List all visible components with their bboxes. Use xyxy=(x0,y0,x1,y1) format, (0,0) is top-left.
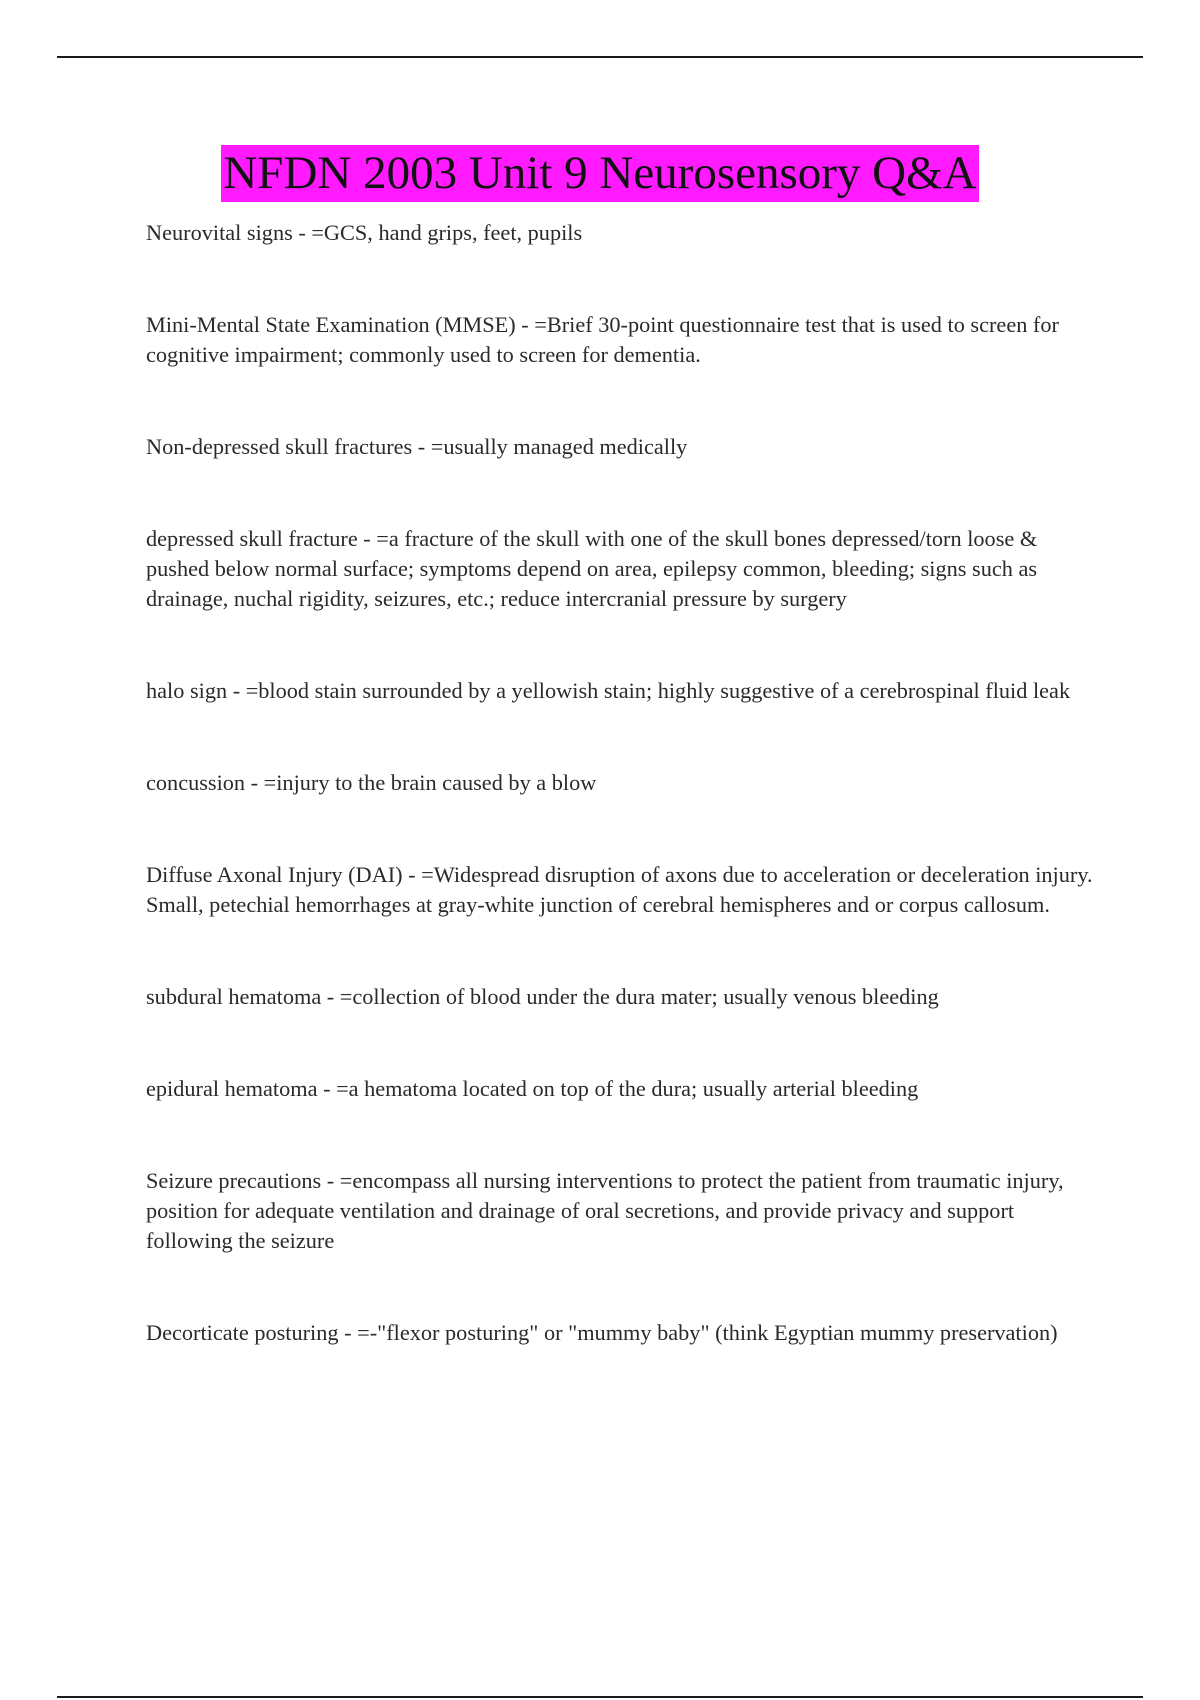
title-container xyxy=(0,145,1200,202)
bottom-rule xyxy=(57,1696,1143,1698)
qa-item-decorticate-posturing: Decorticate posturing - =-"flexor posturing" or "mummy baby" (think Egyptian mummy preservation) xyxy=(146,1320,1058,1345)
qa-item-neurovital-signs: Neurovital signs - =GCS, hand grips, feet, pupils xyxy=(146,220,583,245)
qa-list xyxy=(146,218,1096,1410)
qa-item-epidural-hematoma: epidural hematoma - =a hematoma located on top of the dura; usually arterial bleeding xyxy=(146,1076,919,1101)
page-title: NFDN 2003 Unit 9 Neurosensory Q&A xyxy=(221,145,978,202)
qa-item-depressed-skull-fracture: depressed skull fracture - =a fracture of the skull with one of the skull bones depressed/torn loose & pushed below normal surface; symptoms depend on area, epilepsy common, bleeding; signs such as drainage, nuchal rigidity, seizures, etc.; reduce intercranial pressure by surgery xyxy=(146,526,1038,611)
qa-item-non-depressed-skull-fractures: Non-depressed skull fractures - =usually managed medically xyxy=(146,434,688,459)
qa-item-halo-sign: halo sign - =blood stain surrounded by a yellowish stain; highly suggestive of a cerebrospinal fluid leak xyxy=(146,678,1071,703)
qa-item-diffuse-axonal-injury: Diffuse Axonal Injury (DAI) - =Widespread disruption of axons due to acceleration or deceleration injury. Small, petechial hemorrhages at gray-white junction of cerebral hemispheres and or corpus callosum. xyxy=(146,862,1093,917)
qa-item-subdural-hematoma: subdural hematoma - =collection of blood under the dura mater; usually venous bleeding xyxy=(146,984,939,1009)
qa-item-mmse: Mini-Mental State Examination (MMSE) - =Brief 30-point questionnaire test that is used to screen for cognitive impairment; commonly used to screen for dementia. xyxy=(146,312,1059,367)
qa-item-seizure-precautions: Seizure precautions - =encompass all nursing interventions to protect the patient from traumatic injury, position for adequate ventilation and drainage of oral secretions, and provide privacy and support following the seizure xyxy=(146,1168,1064,1253)
top-rule xyxy=(57,56,1143,58)
qa-item-concussion: concussion - =injury to the brain caused by a blow xyxy=(146,770,597,795)
